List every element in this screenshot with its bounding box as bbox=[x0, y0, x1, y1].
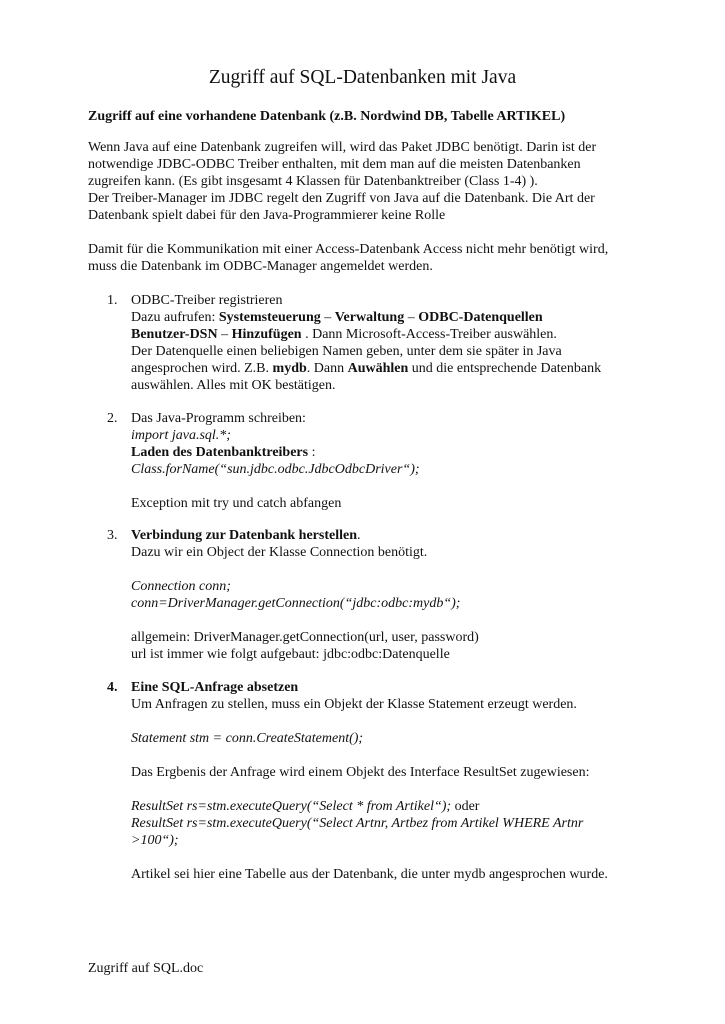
code-resultset-2a: ResultSet rs=stm.executeQuery(“Select Artnr, Artbez from Artikel WHERE Artnr bbox=[131, 816, 584, 831]
step-1-line-3: Der Datenquelle einen beliebigen Namen geben, unter dem sie später in Java bbox=[131, 344, 562, 359]
footer-filename: Zugriff auf SQL.doc bbox=[88, 961, 204, 976]
separator: – bbox=[404, 310, 419, 325]
text: Dazu aufrufen: bbox=[131, 310, 219, 325]
step-4-line-3: Artikel sei hier eine Tabelle aus der Datenbank, die unter mydb angesprochen wurde. bbox=[131, 867, 608, 882]
menu-path: Systemsteuerung bbox=[218, 310, 321, 325]
text: angesprochen wird. Z.B. bbox=[131, 361, 273, 376]
section-subtitle: Zugriff auf eine vorhandene Datenbank (z.B. Nordwind DB, Tabelle ARTIKEL) bbox=[88, 109, 566, 124]
step-3-line-1: Dazu wir ein Object der Klasse Connection benötigt. bbox=[131, 545, 428, 560]
text: : bbox=[308, 445, 316, 460]
emphasis: Verbindung zur Datenbank herstellen bbox=[131, 528, 357, 543]
step-1-number: 1. bbox=[107, 293, 118, 308]
step-2-load-line bbox=[131, 444, 705, 461]
text: und die entsprechende Datenbank bbox=[408, 361, 602, 376]
step-1-heading: ODBC-Treiber registrieren bbox=[131, 293, 283, 308]
text: oder bbox=[451, 799, 480, 814]
step-2 bbox=[131, 410, 705, 512]
emphasis: Auwählen bbox=[347, 361, 409, 376]
spacer bbox=[131, 561, 705, 578]
spacer bbox=[131, 478, 705, 495]
step-1-line-1 bbox=[131, 309, 705, 326]
spacer bbox=[131, 747, 705, 764]
step-3-general: allgemein: DriverManager.getConnection(url, user, password) bbox=[131, 630, 479, 645]
menu-path: ODBC-Datenquellen bbox=[418, 310, 543, 325]
step-4-line-2: Das Ergbenis der Anfrage wird einem Objekt des Interface ResultSet zugewiesen: bbox=[131, 765, 590, 780]
step-3-number: 3. bbox=[107, 528, 118, 543]
text-line: notwendige JDBC-ODBC Treiber enthalten, mit dem man auf die meisten Datenbanken bbox=[88, 157, 581, 172]
emphasis: mydb bbox=[272, 361, 307, 376]
spacer bbox=[131, 612, 705, 629]
step-4-line-1: Um Anfragen zu stellen, muss ein Objekt der Klasse Statement erzeugt werden. bbox=[131, 697, 577, 712]
step-2-heading: Das Java-Programm schreiben: bbox=[131, 411, 306, 426]
document-title: Zugriff auf SQL-Datenbanken mit Java bbox=[208, 67, 517, 88]
spacer bbox=[131, 781, 705, 798]
text-line: Damit für die Kommunikation mit einer Access-Datenbank Access nicht mehr benötigt wird, bbox=[88, 242, 609, 257]
text-line: muss die Datenbank im ODBC-Manager angemeldet werden. bbox=[88, 259, 433, 274]
code-getconnection: conn=DriverManager.getConnection(“jdbc:odbc:mydb“); bbox=[131, 596, 461, 611]
menu-path: Benutzer-DSN bbox=[131, 327, 218, 342]
step-2-number: 2. bbox=[107, 411, 118, 426]
step-3-heading bbox=[131, 527, 705, 544]
code-resultset-2b: >100“); bbox=[131, 833, 179, 848]
code-import: import java.sql.*; bbox=[131, 428, 231, 443]
step-1-line-4 bbox=[131, 360, 705, 377]
step-3 bbox=[131, 527, 705, 663]
text-line: Der Treiber-Manager im JDBC regelt den Zugriff von Java auf die Datenbank. Die Art der bbox=[88, 191, 595, 206]
code-connection: Connection conn; bbox=[131, 579, 231, 594]
code-resultset-1-line bbox=[131, 798, 705, 815]
step-4-number: 4. bbox=[107, 680, 118, 695]
text: . Dann Microsoft-Access-Treiber auswählen. bbox=[301, 327, 557, 342]
step-3-url: url ist immer wie folgt aufgebaut: jdbc:odbc:Datenquelle bbox=[131, 647, 450, 662]
separator: – bbox=[320, 310, 335, 325]
code-statement: Statement stm = conn.CreateStatement(); bbox=[131, 731, 364, 746]
menu-path: Verwaltung bbox=[334, 310, 405, 325]
step-1-line-2 bbox=[131, 326, 705, 343]
emphasis: Laden des Datenbanktreibers bbox=[131, 445, 309, 460]
text-line: Wenn Java auf eine Datenbank zugreifen will, wird das Paket JDBC benötigt. Darin ist der bbox=[88, 140, 597, 155]
text-line: zugreifen kann. (Es gibt insgesamt 4 Klassen für Datenbanktreiber (Class 1-4) ). bbox=[88, 174, 538, 189]
code-classforname: Class.forName(“sun.jdbc.odbc.JdbcOdbcDriver“); bbox=[131, 462, 420, 477]
step-1 bbox=[131, 292, 705, 394]
text: . Dann bbox=[306, 361, 348, 376]
menu-path: Hinzufügen bbox=[231, 327, 302, 342]
step-1-line-5: auswählen. Alles mit OK bestätigen. bbox=[131, 378, 336, 393]
step-2-exception: Exception mit try und catch abfangen bbox=[131, 496, 342, 511]
step-4 bbox=[131, 679, 705, 883]
text: . bbox=[356, 528, 361, 543]
spacer bbox=[131, 849, 705, 866]
text-line: Datenbank spielt dabei für den Java-Programmierer keine Rolle bbox=[88, 208, 446, 223]
spacer bbox=[131, 713, 705, 730]
separator: – bbox=[217, 327, 232, 342]
code-resultset-1: ResultSet rs=stm.executeQuery(“Select * from Artikel“); bbox=[131, 799, 452, 814]
step-4-heading: Eine SQL-Anfrage absetzen bbox=[131, 680, 299, 695]
